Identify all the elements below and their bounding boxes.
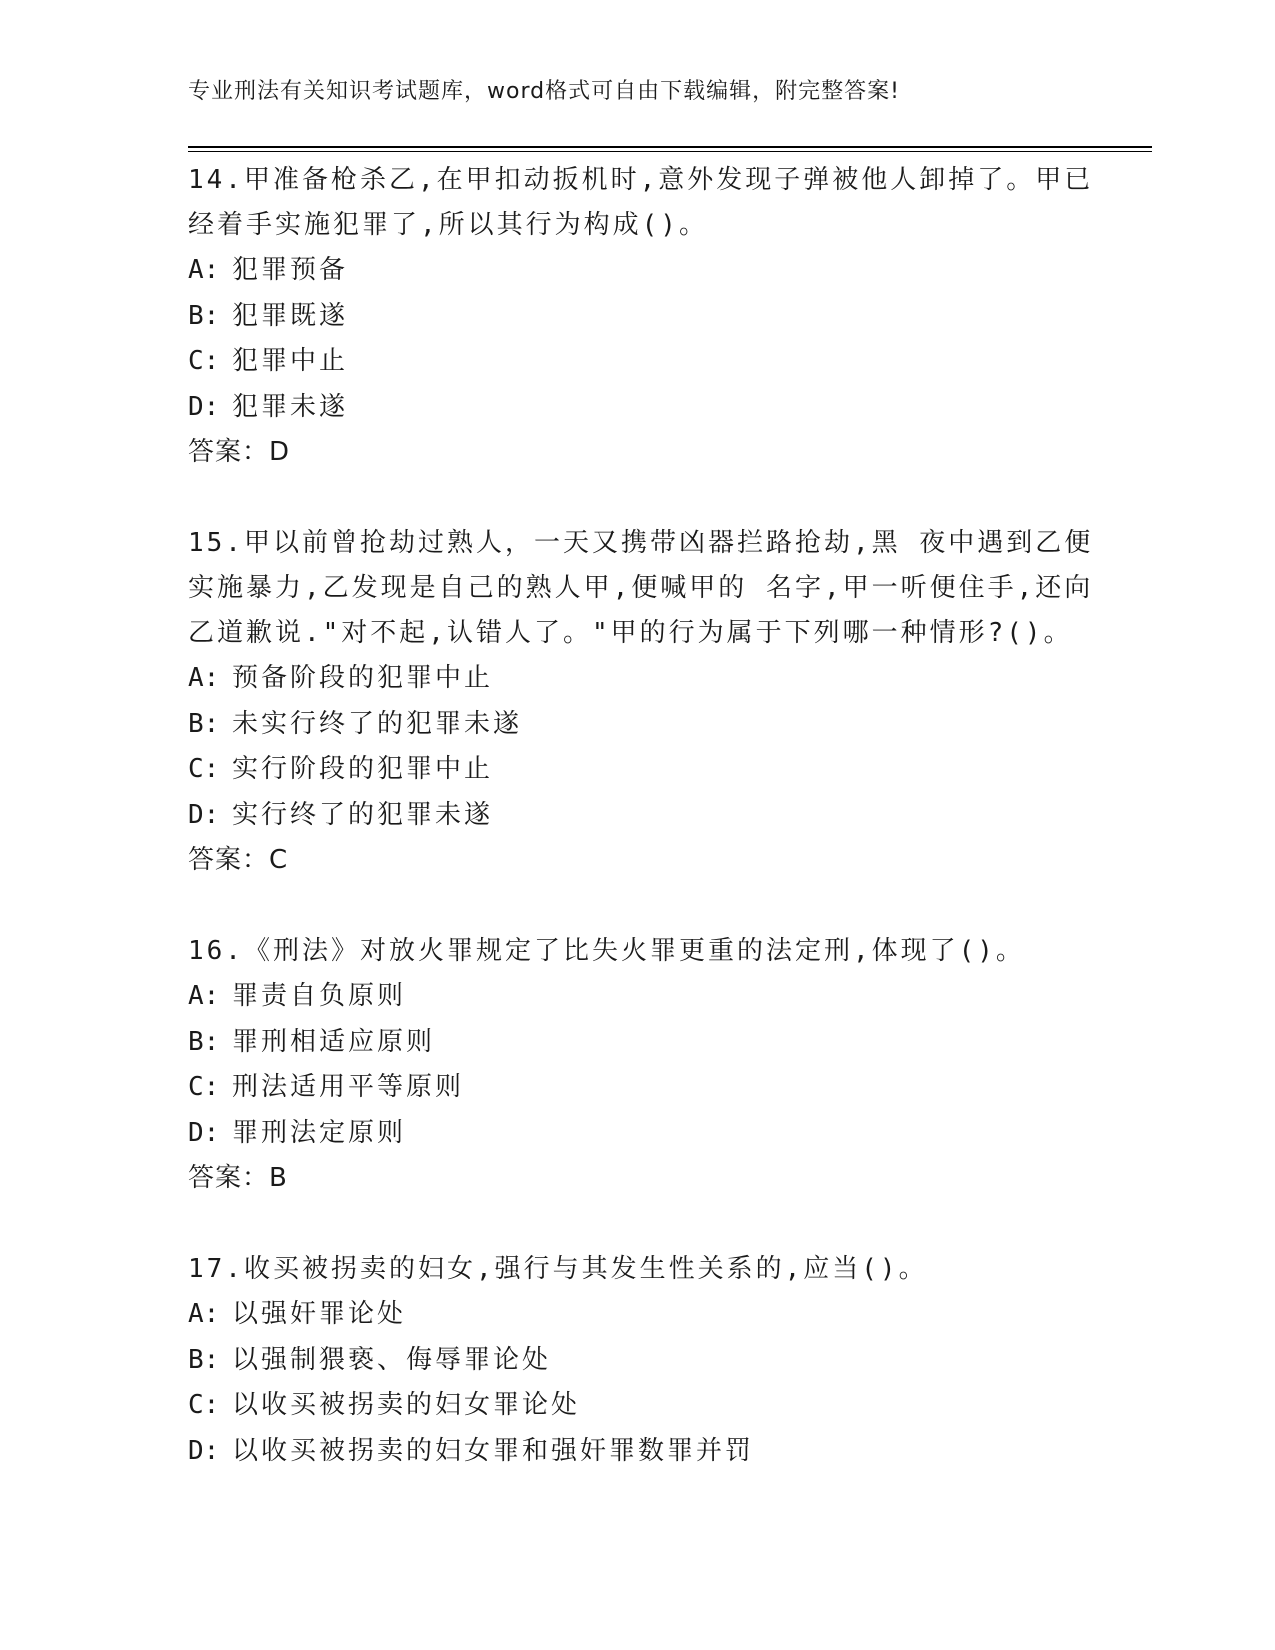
option-letter: C: (188, 1390, 220, 1420)
option-text: 罪责自负原则 (232, 981, 407, 1011)
option-letter: C: (188, 754, 220, 784)
question-text-line: 16.《刑法》对放火罪规定了比失火罪更重的法定刑,体现了()。 (188, 936, 1025, 966)
option-d (188, 793, 1088, 839)
question-text-line: 15.甲以前曾抢劫过熟人，一天又携带凶器拦路抢劫,黑 夜中遇到乙便 (188, 528, 1094, 558)
option-b (188, 1020, 1088, 1066)
option-letter: C: (188, 346, 220, 376)
option-b (188, 1338, 1088, 1384)
header-rule-thin (188, 151, 1152, 152)
question-text-line: 17.收买被拐卖的妇女,强行与其发生性关系的,应当()。 (188, 1254, 928, 1284)
option-letter: B: (188, 708, 220, 739)
option-letter: A: (188, 1299, 220, 1329)
answer-line: 答案：B (188, 1163, 288, 1193)
question-list (188, 158, 1094, 1520)
option-b (188, 702, 1088, 748)
option-text: 犯罪既遂 (232, 300, 349, 331)
option-text: 预备阶段的犯罪中止 (232, 663, 494, 693)
header-rule-thick (188, 146, 1152, 148)
option-letter: A: (188, 663, 220, 693)
option-d (188, 1429, 1088, 1475)
question-text-line: 14.甲准备枪杀乙,在甲扣动扳机时,意外发现子弹被他人卸掉了。甲已 (188, 165, 1094, 195)
option-letter: D: (188, 799, 220, 830)
document-header: 专业刑法有关知识考试题库，word格式可自由下载编辑，附完整答案! (188, 79, 900, 104)
option-text: 罪刑法定原则 (232, 1117, 407, 1148)
question-text-line: 乙道歉说."对不起,认错人了。"甲的行为属于下列哪一种情形?()。 (188, 618, 1073, 648)
option-a (188, 1292, 1088, 1338)
option-c (188, 747, 1088, 793)
option-text: 以收买被拐卖的妇女罪论处 (232, 1390, 581, 1420)
option-letter: A: (188, 255, 220, 285)
option-letter: B: (188, 1344, 220, 1375)
option-d (188, 385, 1088, 431)
question-16 (188, 929, 1088, 1201)
question-14 (188, 158, 1094, 475)
option-a (188, 974, 1088, 1020)
answer-line: 答案：C (188, 845, 289, 875)
option-letter: B: (188, 300, 220, 331)
option-d (188, 1111, 1088, 1157)
option-text: 以强奸罪论处 (232, 1299, 407, 1329)
option-text: 刑法适用平等原则 (232, 1072, 465, 1102)
option-a (188, 248, 1088, 294)
option-letter: C: (188, 1072, 220, 1102)
question-text-line: 实施暴力,乙发现是自己的熟人甲,便喊甲的 名字,甲一听便住手,还向 (188, 573, 1094, 603)
option-c (188, 1383, 1088, 1429)
option-letter: D: (188, 1435, 220, 1466)
option-text: 以收买被拐卖的妇女罪和强奸罪数罪并罚 (232, 1435, 755, 1466)
option-b (188, 294, 1088, 340)
option-text: 犯罪预备 (232, 255, 349, 285)
question-17 (188, 1247, 1088, 1474)
option-text: 犯罪未遂 (232, 391, 349, 422)
option-c (188, 1065, 1088, 1111)
option-letter: D: (188, 1117, 220, 1148)
option-letter: A: (188, 981, 220, 1011)
option-letter: D: (188, 391, 220, 422)
option-letter: B: (188, 1026, 220, 1057)
option-c (188, 339, 1088, 385)
option-a (188, 656, 1088, 702)
option-text: 犯罪中止 (232, 346, 349, 376)
question-text-line: 经着手实施犯罪了,所以其行为构成()。 (188, 210, 708, 240)
option-text: 罪刑相适应原则 (232, 1026, 436, 1057)
answer-line: 答案：D (188, 437, 291, 467)
option-text: 未实行终了的犯罪未遂 (232, 708, 523, 739)
option-text: 以强制猥亵、侮辱罪论处 (232, 1344, 552, 1375)
question-15 (188, 521, 1094, 883)
option-text: 实行终了的犯罪未遂 (232, 799, 494, 830)
option-text: 实行阶段的犯罪中止 (232, 754, 494, 784)
